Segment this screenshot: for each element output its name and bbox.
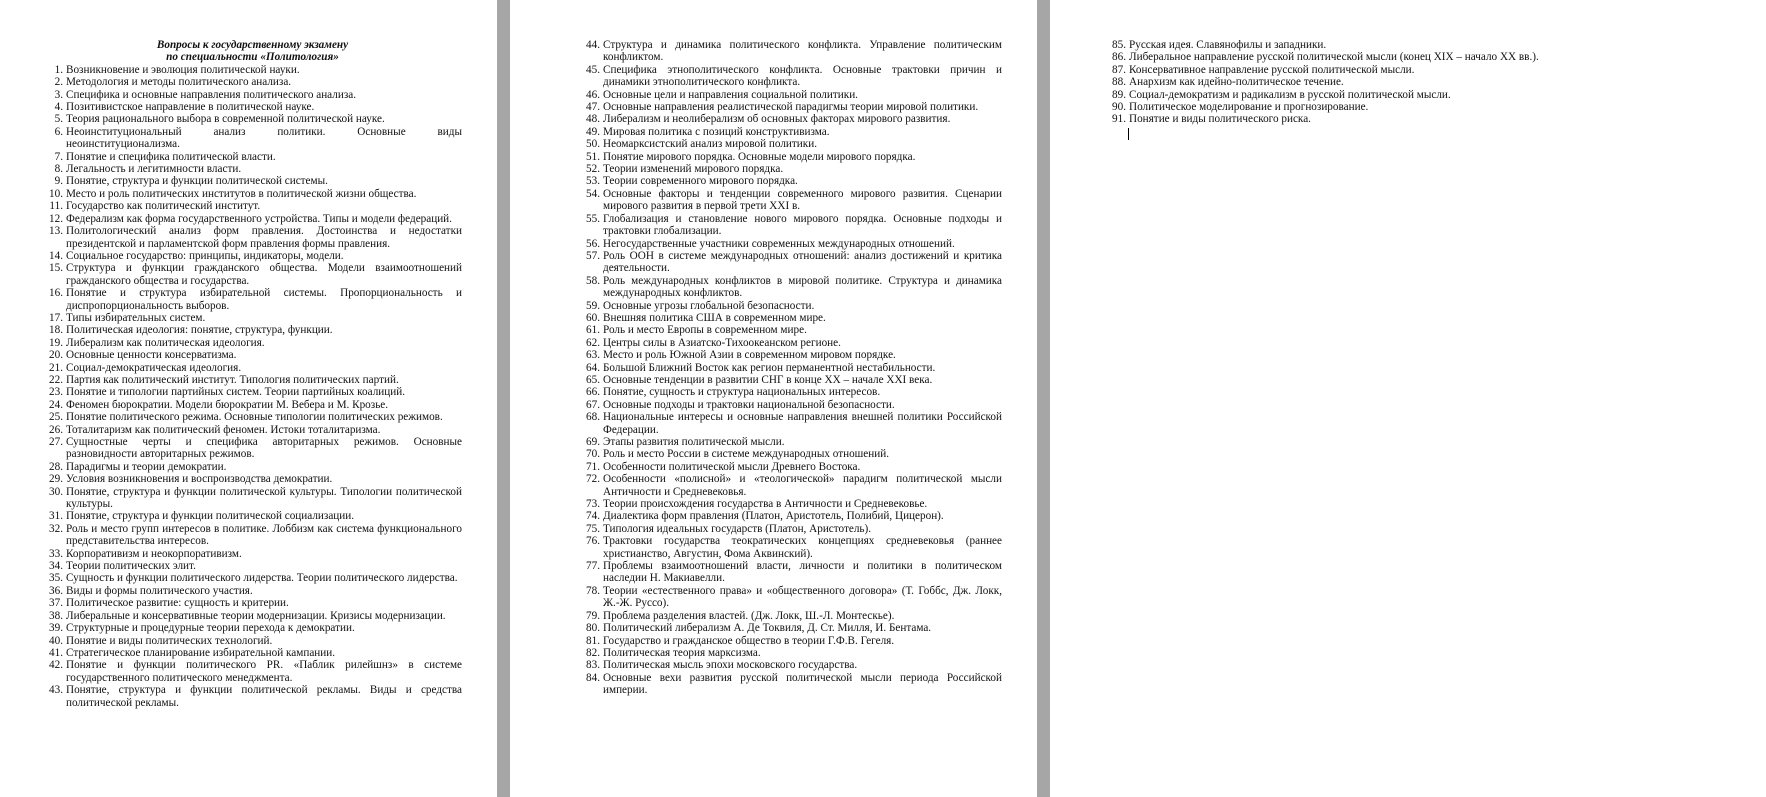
question-item (43, 175, 462, 187)
question-text: Сущностные черты и специфика авторитарных режимов. Основные разновидности авторитарных режимов. (66, 436, 462, 461)
question-text: Социальное государство: принципы, индикаторы, модели. (66, 249, 344, 262)
question-text: Теория рационального выбора в современной политической науке. (66, 113, 385, 126)
question-text: Неомарксистский анализ мировой политики. (603, 138, 817, 151)
question-item (580, 635, 1002, 647)
question-text: Политическая теория марксизма. (603, 646, 761, 659)
question-item (580, 672, 1002, 697)
question-text: Специфика и основные направления политического анализа. (66, 88, 357, 101)
question-list (43, 64, 462, 709)
question-text: Виды и формы политического участия. (66, 584, 253, 597)
question-text: Федерализм как форма государственного устройства. Типы и модели федераций. (66, 212, 452, 225)
question-number: 66. (586, 386, 600, 399)
question-item (43, 89, 462, 101)
question-item (580, 275, 1002, 300)
question-item (1106, 39, 1606, 51)
question-number: 89. (1112, 88, 1126, 101)
question-item (43, 287, 462, 312)
question-item (1106, 76, 1606, 88)
question-number: 33. (49, 547, 63, 560)
question-text: Особенности «полисной» и «теологической» парадигм политической мысли Античности и Средневековья. (603, 473, 1002, 498)
question-number: 85. (1112, 39, 1126, 51)
question-text: Понятие и функции политического PR. «Паблик рилейшнз» в системе государственного политического менеджмента. (66, 659, 462, 684)
question-text: Политическая мысль эпохи московского государства. (603, 659, 858, 672)
question-item (43, 647, 462, 659)
question-text: Корпоративизм и неокорпоративизм. (66, 547, 242, 560)
question-item (43, 64, 462, 76)
question-item (580, 250, 1002, 275)
question-text: Структура и динамика политического конфликта. Управление политическим конфликтом. (603, 39, 1002, 64)
question-item (580, 622, 1002, 634)
question-text: Сущность и функции политического лидерства. Теории политического лидерства. (66, 572, 458, 585)
question-text: Понятие политического режима. Основные типологии политических режимов. (66, 411, 443, 424)
question-text: Политологический анализ форм правления. Достоинства и недостатки президентской и парламентской форм правления формы правления. (66, 225, 462, 250)
question-item (43, 411, 462, 423)
question-number: 11. (49, 200, 63, 213)
question-item (43, 76, 462, 88)
question-number: 65. (586, 373, 600, 386)
question-text: Основные угрозы глобальной безопасности. (603, 299, 815, 312)
question-text: Центры силы в Азиатско-Тихоокеанском регионе. (603, 336, 841, 349)
question-text: Основные подходы и трактовки национальной безопасности. (603, 398, 895, 411)
question-item (43, 312, 462, 324)
question-item (1106, 101, 1606, 113)
question-text: Этапы развития политической мысли. (603, 436, 785, 448)
question-number: 31. (49, 510, 63, 523)
question-item (580, 39, 1002, 64)
question-text: Теории «естественного права» и «общественного договора» (Т. Гоббс, Дж. Локк, Ж.-Ж. Руссо). (603, 584, 1002, 610)
question-list (1106, 39, 1606, 126)
question-number: 58. (586, 274, 600, 287)
question-item (43, 188, 462, 200)
question-text: Русская идея. Славянофилы и западники. (1129, 39, 1327, 51)
question-item (43, 461, 462, 473)
question-text: Проблема разделения властей. (Дж. Локк, Ш.-Л. Монтескье). (603, 609, 895, 622)
question-item (43, 560, 462, 572)
question-item (43, 213, 462, 225)
question-item (43, 386, 462, 398)
question-text: Понятие, сущность и структура национальных интересов. (603, 386, 881, 399)
question-number: 64. (586, 361, 600, 374)
question-text: Диалектика форм правления (Платон, Аристотель, Полибий, Цицерон). (603, 510, 944, 523)
question-text: Легальность и легитимности власти. (66, 163, 242, 176)
question-number: 7. (54, 150, 63, 163)
question-number: 60. (586, 311, 600, 324)
question-number: 57. (586, 249, 600, 262)
question-text: Глобализация и становление нового мирового порядка. Основные подходы и трактовки глобализации. (603, 212, 1002, 238)
question-text: Понятие мирового порядка. Основные модели мирового порядка. (603, 150, 916, 163)
question-number: 77. (586, 560, 600, 573)
question-number: 48. (586, 113, 600, 126)
question-text: Роль и место России в системе международных отношений. (603, 448, 890, 461)
question-item (580, 610, 1002, 622)
question-number: 69. (586, 436, 600, 448)
question-item (580, 461, 1002, 473)
question-item (43, 250, 462, 262)
question-item (43, 362, 462, 374)
question-number: 88. (1112, 76, 1126, 89)
question-text: Основные факторы и тенденции современного мирового развития. Сценарии мирового развития в первой трети XXI в. (603, 187, 1002, 213)
question-number: 34. (49, 560, 63, 573)
title-line-2: по специальности «Политология» (166, 51, 339, 64)
question-text: Социал-демократическая идеология. (66, 361, 242, 374)
question-item (43, 610, 462, 622)
question-item (580, 585, 1002, 610)
question-text: Государство и гражданское общество в теории Г.Ф.В. Гегеля. (603, 634, 895, 647)
question-number: 82. (586, 646, 600, 659)
question-text: Феномен бюрократии. Модели бюрократии М. Вебера и М. Крозье. (66, 398, 389, 411)
question-item (580, 436, 1002, 448)
question-item (580, 126, 1002, 138)
question-item (1106, 89, 1606, 101)
question-text: Типология идеальных государств (Платон, Аристотель). (603, 522, 872, 535)
question-item (580, 523, 1002, 535)
question-item (580, 151, 1002, 163)
question-item (580, 175, 1002, 187)
question-number: 72. (586, 473, 600, 486)
question-item (43, 659, 462, 684)
question-item (580, 138, 1002, 150)
question-number: 35. (49, 572, 63, 585)
question-text: Политическое моделирование и прогнозирование. (1129, 101, 1369, 114)
question-item (43, 510, 462, 522)
question-text: Либеральные и консервативные теории модернизации. Кризисы модернизации. (66, 609, 446, 622)
question-text: Основные направления реалистической парадигмы теории мировой политики. (603, 101, 979, 114)
question-text: Роль и место групп интересов в политике. Лоббизм как система функционального представительства интересов. (66, 522, 462, 548)
question-item (580, 163, 1002, 175)
question-number: 62. (586, 336, 600, 349)
question-text: Негосударственные участники современных международных отношений. (603, 237, 955, 250)
question-number: 46. (586, 88, 600, 101)
question-item (580, 535, 1002, 560)
question-number: 49. (586, 125, 600, 138)
question-text: Основные ценности консерватизма. (66, 349, 237, 362)
question-item (580, 64, 1002, 89)
question-item (580, 113, 1002, 125)
question-text: Место и роль Южной Азии в современном мировом порядке. (603, 349, 896, 362)
question-list (580, 39, 1002, 697)
question-item (43, 473, 462, 485)
question-number: 86. (1112, 51, 1126, 64)
question-number: 56. (586, 237, 600, 250)
question-number: 22. (49, 373, 63, 386)
page-gap-left (497, 0, 510, 797)
title-line-1: Вопросы к государственному экзамену (156, 39, 349, 51)
question-number: 30. (49, 485, 63, 498)
question-text: Либеральное направление русской политической мысли (конец XIX – начало XX вв.). (1129, 51, 1539, 64)
question-number: 91. (1112, 113, 1126, 126)
question-item (43, 548, 462, 560)
question-item (580, 337, 1002, 349)
question-number: 50. (586, 138, 600, 151)
question-text: Основные тенденции в развитии СНГ в конце XX – начале XXI века. (603, 373, 933, 386)
question-number: 12. (49, 212, 63, 225)
question-number: 36. (49, 584, 63, 597)
question-text: Государство как политический институт. (66, 200, 261, 213)
question-number: 2. (54, 76, 63, 89)
question-text: Социал-демократизм и радикализм в русской политической мысли. (1129, 88, 1451, 101)
question-number: 90. (1112, 101, 1126, 114)
question-text: Теории политических элит. (66, 560, 196, 573)
question-number: 37. (49, 597, 63, 610)
question-item (43, 523, 462, 548)
question-item (580, 448, 1002, 460)
question-item (580, 213, 1002, 238)
question-number: 17. (49, 311, 63, 324)
question-text: Понятие и структура избирательной системы. Пропорциональность и диспропорциональность выборов. (66, 287, 462, 312)
question-text: Понятие, структура и функции политической социализации. (66, 510, 355, 523)
question-number: 29. (49, 473, 63, 486)
question-text: Стратегическое планирование избирательной кампании. (66, 646, 336, 659)
question-number: 44. (586, 39, 600, 51)
question-number: 51. (586, 150, 600, 163)
question-text: Тоталитаризм как политический феномен. Истоки тоталитаризма. (66, 423, 381, 436)
question-item (580, 324, 1002, 336)
question-text: Понятие и виды политического риска. (1129, 113, 1311, 126)
question-number: 5. (54, 113, 63, 126)
question-text: Внешняя политика США в современном мире. (603, 311, 826, 324)
question-number: 75. (586, 522, 600, 535)
question-item (43, 101, 462, 113)
question-number: 63. (586, 349, 600, 362)
question-text: Национальные интересы и основные направления внешней политики Российской Федерации. (603, 411, 1002, 436)
question-text: Особенности политической мысли Древнего Востока. (603, 460, 861, 473)
question-number: 84. (586, 671, 600, 684)
question-number: 6. (54, 125, 63, 138)
question-number: 21. (49, 361, 63, 374)
question-text: Мировая политика с позиций конструктивизма. (603, 125, 830, 138)
question-item (43, 585, 462, 597)
question-item (580, 374, 1002, 386)
question-number: 78. (586, 584, 600, 597)
question-text: Место и роль политических институтов в политической жизни общества. (66, 187, 417, 200)
question-number: 83. (586, 659, 600, 672)
question-item (580, 411, 1002, 436)
question-item (580, 386, 1002, 398)
question-number: 76. (586, 535, 600, 548)
question-item (43, 486, 462, 511)
question-text: Возникновение и эволюция политической науки. (66, 63, 300, 76)
question-number: 26. (49, 423, 63, 436)
question-number: 73. (586, 498, 600, 511)
question-number: 4. (54, 101, 63, 114)
question-number: 28. (49, 460, 63, 473)
question-text: Понятие, структура и функции политической культуры. Типологии политической культуры. (66, 485, 462, 511)
question-item (43, 597, 462, 609)
question-item (580, 647, 1002, 659)
question-number: 24. (49, 398, 63, 411)
question-text: Понятие и специфика политической власти. (66, 150, 276, 163)
question-item (43, 635, 462, 647)
question-text: Роль и место Европы в современном мире. (603, 324, 807, 337)
question-number: 9. (54, 175, 63, 188)
question-text: Консервативное направление русской политической мысли. (1129, 63, 1415, 76)
text-cursor (1128, 128, 1129, 140)
question-item (43, 200, 462, 212)
question-item (580, 399, 1002, 411)
question-text: Понятие, структура и функции политической системы. (66, 175, 328, 188)
question-text: Политическое развитие: сущность и критерии. (66, 597, 289, 610)
question-number: 27. (49, 436, 63, 448)
question-item (580, 300, 1002, 312)
question-number: 39. (49, 622, 63, 635)
question-item (580, 498, 1002, 510)
question-item (43, 163, 462, 175)
question-number: 74. (586, 510, 600, 523)
question-text: Понятие и виды политических технологий. (66, 634, 273, 647)
question-item (580, 89, 1002, 101)
question-item (43, 572, 462, 584)
question-number: 18. (49, 324, 63, 337)
question-item (580, 238, 1002, 250)
question-number: 13. (49, 225, 63, 238)
question-item (43, 324, 462, 336)
question-item (43, 337, 462, 349)
question-item (43, 113, 462, 125)
question-number: 20. (49, 349, 63, 362)
question-number: 67. (586, 398, 600, 411)
question-item (580, 349, 1002, 361)
question-number: 25. (49, 411, 63, 424)
question-number: 3. (54, 88, 63, 101)
question-text: Понятие и типологии партийных систем. Теории партийных коалиций. (66, 386, 406, 399)
question-number: 52. (586, 163, 600, 176)
question-text: Трактовки государства теократических концепциях средневековья (раннее христианство, Августин, Фома Аквинский). (603, 535, 1002, 560)
question-number: 87. (1112, 63, 1126, 76)
question-item (43, 399, 462, 411)
question-number: 10. (49, 187, 63, 200)
question-number: 15. (49, 262, 63, 275)
question-number: 47. (586, 101, 600, 114)
question-item (43, 151, 462, 163)
question-number: 53. (586, 175, 600, 188)
question-text: Структура и функции гражданского общества. Модели взаимоотношений гражданского общества и государства. (66, 262, 462, 287)
question-text: Теории изменений мирового порядка. (603, 163, 784, 176)
question-number: 79. (586, 609, 600, 622)
question-number: 41. (49, 646, 63, 659)
question-text: Специфика этнополитического конфликта. Основные трактовки причин и динамики этнополитического конфликта. (603, 63, 1002, 89)
document-title (43, 39, 462, 64)
question-number: 40. (49, 634, 63, 647)
question-item (43, 126, 462, 151)
question-text: Проблемы взаимоотношений власти, личности и политики в политическом наследии Н. Макиавелли. (603, 560, 1002, 585)
question-text: Теории происхождения государства в Античности и Средневековье. (603, 498, 928, 511)
question-text: Структурные и процедурные теории перехода к демократии. (66, 622, 355, 635)
question-item (43, 424, 462, 436)
question-number: 43. (49, 684, 63, 697)
question-text: Основные вехи развития русской политической мысли периода Российской империи. (603, 671, 1002, 697)
question-number: 32. (49, 522, 63, 535)
question-item (43, 349, 462, 361)
question-text: Основные цели и направления социальной политики. (603, 88, 858, 101)
question-number: 14. (49, 249, 63, 262)
question-text: Политическая идеология: понятие, структура, функции. (66, 324, 333, 337)
question-item (580, 510, 1002, 522)
document-page-3[interactable] (1050, 0, 1766, 797)
question-item (580, 188, 1002, 213)
question-item (580, 362, 1002, 374)
question-number: 70. (586, 448, 600, 461)
question-text: Большой Ближний Восток как регион перманентной нестабильности. (603, 361, 936, 374)
question-text: Методология и методы политического анализа. (66, 76, 292, 89)
question-item (43, 684, 462, 709)
question-item (43, 622, 462, 634)
question-item (1106, 113, 1606, 125)
question-number: 54. (586, 187, 600, 200)
question-number: 8. (54, 163, 63, 176)
page-gap-right (1037, 0, 1050, 797)
question-number: 61. (586, 324, 600, 337)
question-text: Роль ООН в системе международных отношений: анализ достижений и критика деятельности. (603, 249, 1002, 275)
question-item (43, 436, 462, 461)
question-number: 55. (586, 212, 600, 225)
question-text: Либерализм как политическая идеология. (66, 336, 265, 349)
question-item (580, 473, 1002, 498)
document-page-1[interactable] (0, 0, 497, 797)
question-text: Либерализм и неолиберализм об основных факторах мирового развития. (603, 113, 951, 126)
question-number: 80. (586, 622, 600, 635)
question-number: 1. (54, 63, 63, 76)
question-text: Неоинституциональный анализ политики. Основные виды неоинституционализма. (66, 125, 462, 151)
question-number: 59. (586, 299, 600, 312)
question-number: 71. (586, 460, 600, 473)
question-text: Политический либерализм А. Де Токвиля, Д. Ст. Милля, И. Бентама. (603, 622, 932, 635)
question-text: Теории современного мирового порядка. (603, 175, 798, 188)
question-number: 68. (586, 411, 600, 424)
question-number: 42. (49, 659, 63, 672)
question-item (43, 225, 462, 250)
question-number: 19. (49, 336, 63, 349)
question-text: Парадигмы и теории демократии. (66, 460, 227, 473)
question-item (580, 101, 1002, 113)
document-page-2[interactable] (510, 0, 1037, 797)
question-item (1106, 64, 1606, 76)
question-number: 16. (49, 287, 63, 300)
question-text: Анархизм как идейно-политическое течение. (1129, 76, 1344, 89)
question-text: Понятие, структура и функции политической рекламы. Виды и средства политической рекламы. (66, 684, 462, 709)
question-text: Условия возникновения и воспроизводства демократии. (66, 473, 333, 486)
question-number: 45. (586, 63, 600, 76)
question-item (580, 659, 1002, 671)
question-item (1106, 51, 1606, 63)
question-item (43, 262, 462, 287)
question-text: Партия как политический институт. Типология политических партий. (66, 373, 399, 386)
question-item (580, 312, 1002, 324)
question-number: 81. (586, 634, 600, 647)
question-number: 38. (49, 609, 63, 622)
question-text: Роль международных конфликтов в мировой политике. Структура и динамика международных конфликтов. (603, 274, 1002, 300)
question-item (580, 560, 1002, 585)
question-number: 23. (49, 386, 63, 399)
question-item (43, 374, 462, 386)
question-text: Позитивистское направление в политической науке. (66, 101, 315, 114)
question-text: Типы избирательных систем. (66, 311, 206, 324)
